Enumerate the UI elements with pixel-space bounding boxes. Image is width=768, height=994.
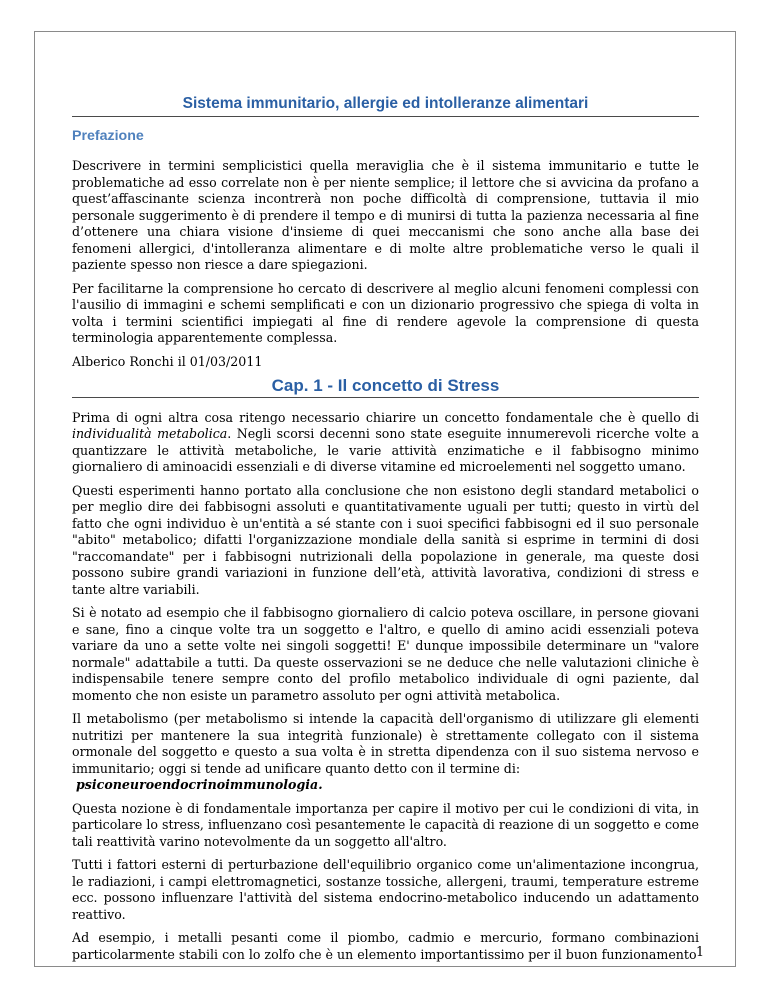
preface-heading: Prefazione <box>72 127 144 144</box>
document-title: Sistema immunitario, allergie ed intolleranze alimentari <box>72 96 699 117</box>
chapter-1-heading: Cap. 1 - Il concetto di Stress <box>72 378 699 398</box>
chapter-1-paragraph-4 <box>72 711 699 794</box>
chapter-1-paragraph-3: Si è notato ad esempio che il fabbisogno giornaliero di calcio poteva oscillare, in persone giovani e sane, fino a cinque volte tra un soggetto e l'altro, e quello di amino acidi essenziali poteva variare da uno a sette volte nei singoli soggetti! E' dunque impossibile determinare un "valore normale" adattabile a tutti. Da queste osservazioni se ne deduce che nelle valutazioni cliniche è indispensabile tenere sempre conto del profilo metabolico individuale di ogni paziente, dal momento che non esiste un parametro assoluto per ogni attività metabolica. <box>72 605 699 703</box>
chapter-1-paragraph-1 <box>72 410 699 476</box>
document-body <box>72 96 699 970</box>
italic-term: individualità metabolica <box>72 426 228 441</box>
chapter-1-paragraph-2: Questi esperimenti hanno portato alla conclusione che non esistono degli standard metabolici o per meglio dire dei fabbisogni assoluti e quantitativamente uguali per tutti; questo in virtù del fatto che ogni individuo è un'entità a sé stante con i suoi specifici fabbisogni ed il suo personale "abito" metabolico; difatti l'organizzazione mondiale della sanità si esprime in termini di dosi "raccomandate" per i fabbisogni nutrizionali della popolazione in generale, ma queste dosi possono subire grandi variazioni in funzione dell’età, attività lavorativa, condizioni di stress e tante altre variabili. <box>72 482 699 597</box>
preface-paragraph-2: Per facilitarne la comprensione ho cercato di descrivere al meglio alcuni fenomeni complessi con l'ausilio di immagini e schemi semplificati e con un dizionario progressivo che spiega di volta in volta i termini scientifici impiegati al fine di rendere agevole la comprensione di questa terminologia apparentemente complessa. <box>72 280 699 345</box>
chapter-1-paragraph-5: Questa nozione è di fondamentale importanza per capire il motivo per cui le condizioni di vita, in particolare lo stress, influenzano così pesantemente le capacità di reazione di un soggetto e come tali reattività varino notevolmente da un soggetto all'altro. <box>72 800 699 849</box>
key-term: psiconeuroendocrinoimmunologia. <box>76 777 323 792</box>
page-number: 1 <box>695 944 704 959</box>
paragraph-text: Prima di ogni altra cosa ritengo necessario chiarire un concetto fondamentale che è quello di <box>72 409 699 425</box>
preface-signature: Alberico Ronchi il 01/03/2011 <box>72 353 263 369</box>
paragraph-text: . Negli scorsi decenni sono state eseguite innumerevoli ricerche volte a quantizzare le attività metaboliche, le varie attività enzimatiche e il fabbisogno minimo giornaliero di aminoacidi essenziali e di diverse vitamine ed microelementi nel soggetto umano. <box>72 426 699 474</box>
preface-paragraph-1: Descrivere in termini semplicistici quella meraviglia che è il sistema immunitario e tutte le problematiche ad esso correlate non è per niente semplice; il lettore che si avvicina da profano a quest’affascinante scienza incontrerà non poche difficoltà di comprensione, tuttavia il mio personale suggerimento è di prendere il tempo e di munirsi di tutta la pazienza necessaria al fine d’ottenere una chiara visione d'insieme di quei meccanismi che sono anche alla base dei fenomeni allergici, d'intolleranza alimentare e di molte altre problematiche verso le quali il paziente spesso non riesce a dare spiegazioni. <box>72 158 699 272</box>
chapter-1-paragraph-6: Tutti i fattori esterni di perturbazione dell'equilibrio organico come un'alimentazione incongrua, le radiazioni, i campi elettromagnetici, sostanze tossiche, allergeni, traumi, temperature estreme ecc. possono influenzare l'attività del sistema endocrino-metabolico inducendo un adattamento reattivo. <box>72 857 699 922</box>
paragraph-text: Il metabolismo (per metabolismo si intende la capacità dell'organismo di utilizzare gli elementi nutritizi per mantenere la sua integrità funzionale) è strettamente collegato con il sistema ormonale del soggetto e questo a sua volta è in stretta dipendenza con il suo sistema nervoso e immunitario; oggi si tende ad unificare quanto detto con il termine di: <box>72 711 699 776</box>
chapter-1-paragraph-7: Ad esempio, i metalli pesanti come il piombo, cadmio e mercurio, formano combinazioni particolarmente stabili con lo zolfo che è un elemento importantissimo per il buon funzionamento <box>72 930 699 962</box>
